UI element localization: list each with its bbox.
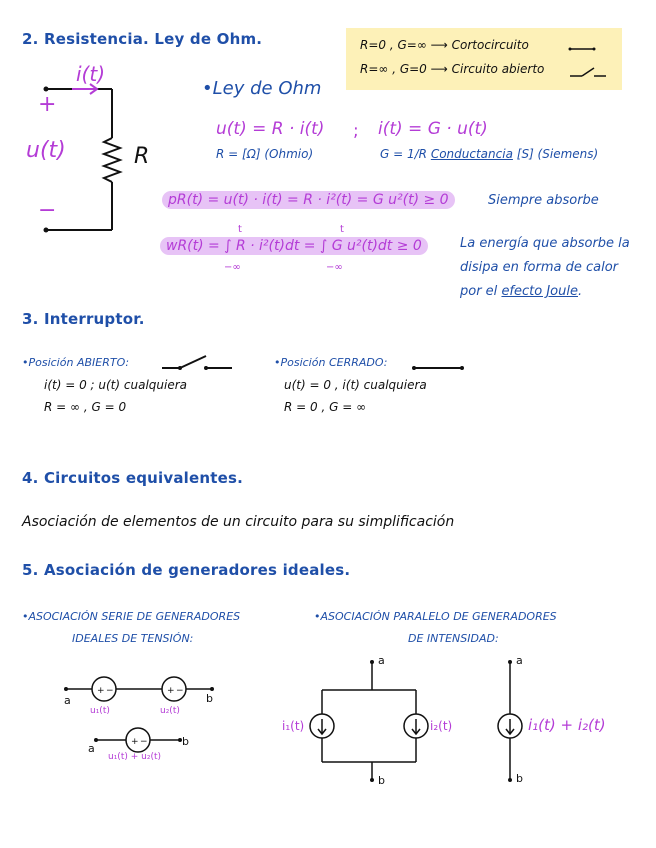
switch-closed-line-2: R = 0 , G = ∞ (284, 400, 367, 414)
minus-sign: − (38, 198, 57, 223)
energy-equation: wR(t) = ∫ R · i²(t)dt = ∫ G u²(t)dt ≥ 0 (160, 237, 428, 255)
ohm-eq-2: i(t) = G · u(t) (378, 119, 488, 139)
heading-interruptor: 3. Interruptor. (22, 310, 145, 328)
series-terminal-b: b (206, 692, 213, 705)
ohm-eq-sep: ; (353, 121, 359, 141)
switch-closed-label: •Posición CERRADO: (274, 356, 388, 369)
svg-text:−: − (140, 737, 148, 747)
heading-asociacion-generadores: 5. Asociación de generadores ideales. (22, 561, 351, 579)
note-line-2: R=∞ , G=0 ⟶ Circuito abierto (360, 62, 545, 76)
energy-limit-bottom-2: −∞ (326, 262, 343, 273)
switch-open-line-1: i(t) = 0 ; u(t) cualquiera (44, 378, 187, 392)
ohm-eq-1: u(t) = R · i(t) (216, 119, 325, 139)
energy-limit-top-1: t (238, 224, 242, 235)
current-label: i(t) (76, 62, 106, 86)
energy-note-3: por el efecto Joule. (460, 284, 583, 299)
heading-circuitos-equivalentes: 4. Circuitos equivalentes. (22, 469, 244, 487)
power-equation: pR(t) = u(t) · i(t) = R · i²(t) = G u²(t) ≥ 0 (162, 191, 455, 209)
switch-closed-line-1: u(t) = 0 , i(t) cualquiera (284, 378, 427, 392)
switch-open-label: •Posición ABIERTO: (22, 356, 130, 369)
resistor-symbol: R (134, 144, 150, 169)
svg-text:+: + (97, 686, 105, 696)
series-terminal-a: a (64, 694, 71, 707)
parallel-i1-label: i₁(t) (282, 719, 305, 733)
parallel-label-1: •ASOCIACIÓN PARALELO DE GENERADORES (314, 610, 557, 623)
energy-note-1: La energía que absorbe la (460, 236, 630, 251)
series-u2-label: u₂(t) (160, 706, 180, 716)
equiv-description: Asociación de elementos de un circuito para su simplificación (22, 514, 455, 530)
voltage-label: u(t) (26, 138, 66, 163)
svg-text:−: − (176, 686, 184, 696)
parallel-terminal-a: a (378, 654, 385, 667)
energy-note-2: disipa en forma de calor (460, 260, 619, 275)
energy-limit-bottom-1: −∞ (224, 262, 241, 273)
note-line-1: R=0 , G=∞ ⟶ Cortocircuito (360, 38, 529, 52)
series-usum-label: u₁(t) + u₂(t) (108, 752, 161, 762)
ohm-unit-r: R = [Ω] (Ohmio) (216, 147, 314, 161)
heading-resistencia: 2. Resistencia. Ley de Ohm. (22, 30, 263, 48)
svg-text:−: − (106, 686, 114, 696)
svg-text:+: + (131, 737, 139, 747)
parallel-label-2: DE INTENSIDAD: (408, 632, 499, 645)
parallel-isum-label: i₁(t) + i₂(t) (528, 716, 606, 734)
svg-text:+: + (167, 686, 175, 696)
series-eq-terminal-a: a (88, 742, 95, 755)
parallel-eq-terminal-a: a (516, 654, 523, 667)
plus-sign: + (38, 92, 57, 117)
switch-open-line-2: R = ∞ , G = 0 (44, 400, 127, 414)
ohm-unit-g: G = 1/R Conductancia [S] (Siemens) (380, 147, 599, 161)
energy-limit-top-2: t (340, 224, 344, 235)
parallel-eq-terminal-b: b (516, 772, 523, 785)
parallel-i2-label: i₂(t) (430, 719, 453, 733)
series-label-2: IDEALES DE TENSIÓN: (72, 632, 194, 645)
series-eq-terminal-b: b (182, 735, 189, 748)
power-note: Siempre absorbe (488, 193, 599, 208)
parallel-terminal-b: b (378, 774, 385, 787)
series-u1-label: u₁(t) (90, 706, 110, 716)
series-label-1: •ASOCIACIÓN SERIE DE GENERADORES (22, 610, 241, 623)
ohm-title: •Ley de Ohm (202, 78, 322, 99)
